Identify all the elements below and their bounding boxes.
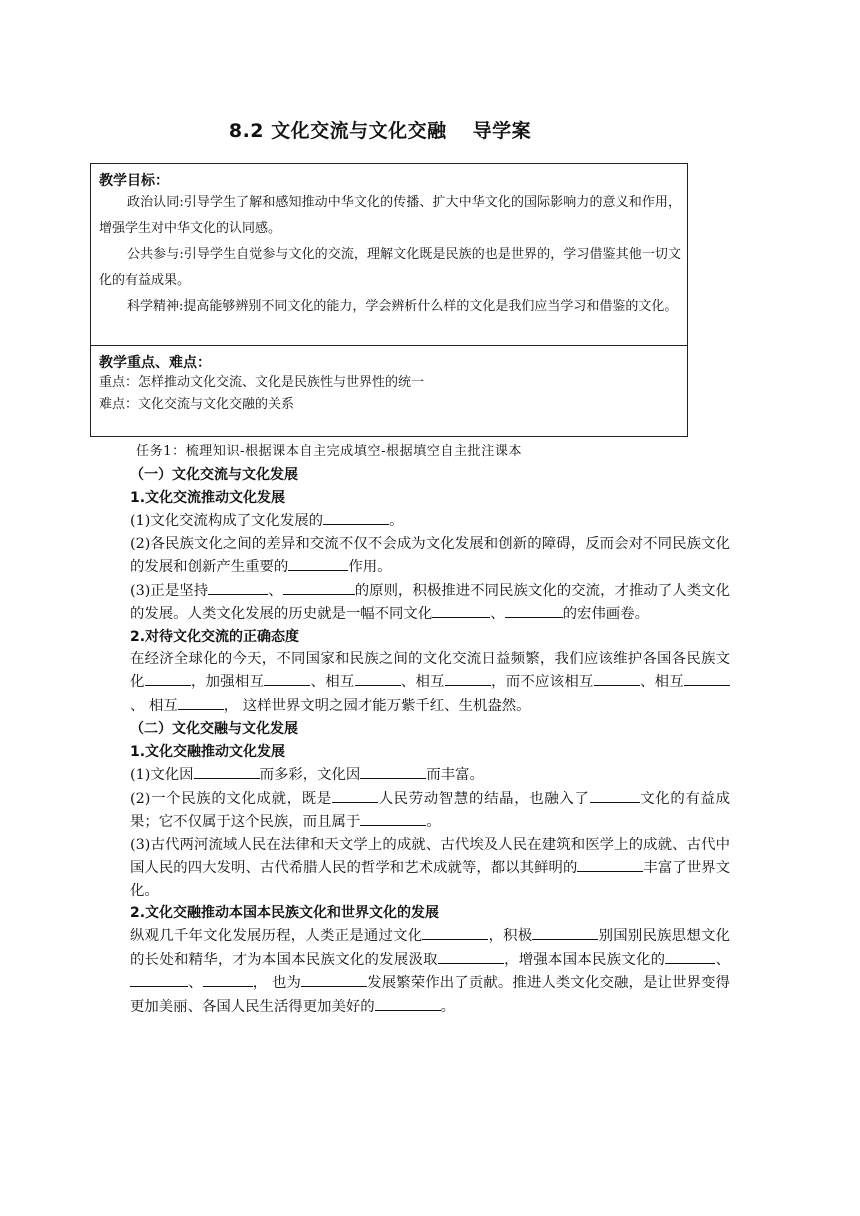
part1-s2-body: 在经济全球化的今天，不同国家和民族之间的文化交流日益频繁，我们应该维护各国各民族文化 ，加强相互 、相互 、相互 ，而不应该相互 、相互、 相互 ， 这样世界文明之园才能万紫千红、生机盎然。 <box>130 650 730 714</box>
fill-blank[interactable] <box>438 948 504 964</box>
fill-blank[interactable] <box>684 670 730 686</box>
part2-s2-body: 纵观几千年文化发展历程，人类正是通过文化 ，积极 别国别民族思想文化的长处和精华，才为本国本民族文化的发展汲取 ，增强本国本民族文化的 、、 ， 也为 发展繁荣作出了贡献。推进人类文化交融，是让世界变得更加美丽、各国人民生活得更加美好的 。 <box>130 924 730 1018</box>
fill-blank[interactable] <box>665 948 715 964</box>
part1-heading: （一）文化交流与文化发展 <box>130 467 298 483</box>
fill-blank[interactable] <box>264 670 310 686</box>
part2-s1-heading: 1.文化交融推动文化发展 <box>130 744 286 760</box>
fill-blank[interactable] <box>360 810 426 826</box>
fill-blank[interactable] <box>332 787 378 803</box>
part1-s1-item2: (2)各民族文化之间的差异和交流不仅不会成为文化发展和创新的障碍，反而会对不同民族文化的发展和创新产生重要的 作用。 <box>130 535 730 575</box>
part1-s1-item3: (3)正是坚持 、 的原则，积极推进不同民族文化的交流，才推动了人类文化的发展。人类文化发展的历史就是一幅不同文化 、 的宏伟画卷。 <box>130 579 730 626</box>
keypoints-box <box>90 345 688 437</box>
fill-blank[interactable] <box>301 971 367 987</box>
title-main: 8.2 文化交流与文化交融 <box>228 120 447 142</box>
part1-s1-item1: (1)文化交流构成了文化发展的 。 <box>130 509 730 533</box>
part2-s2-heading: 2.文化交融推动本国本民族文化和世界文化的发展 <box>130 905 440 921</box>
fill-blank[interactable] <box>594 670 640 686</box>
fill-blank[interactable] <box>194 763 260 779</box>
part2-heading: （二）文化交融与文化发展 <box>130 721 298 737</box>
fill-blank[interactable] <box>577 856 643 872</box>
part1-s2-heading: 2.对待文化交流的正确态度 <box>130 628 300 645</box>
keypoint-key: 重点：怎样推动文化交流、文化是民族性与世界性的统一 <box>99 375 425 390</box>
fill-blank[interactable] <box>505 602 563 618</box>
part1-s1-heading: 1.文化交流推动文化发展 <box>130 490 286 506</box>
objective-participation: 公共参与:引导学生自觉参与文化的交流，理解文化既是民族的也是世界的，学习借鉴其他一切文化的有益成果。 <box>99 247 681 288</box>
part2-s1-item1: (1)文化因 而多彩，文化因 而丰富。 <box>130 763 730 787</box>
objectives-box <box>90 163 688 346</box>
fill-blank[interactable] <box>532 924 598 940</box>
worksheet-content <box>130 441 730 1018</box>
fill-blank[interactable] <box>360 763 426 779</box>
title-suffix: 导学案 <box>472 120 532 142</box>
page-title <box>0 116 760 143</box>
fill-blank[interactable] <box>130 971 188 987</box>
keypoints-heading: 教学重点、难点： <box>99 355 211 371</box>
fill-blank[interactable] <box>355 670 401 686</box>
part2-s1-item2: (2)一个民族的文化成就，既是 人民劳动智慧的结晶，也融入了 文化的有益成果；它不仅属于这个民族，而且属于 。 <box>130 787 730 834</box>
task-instruction: 任务1：梳理知识-根据课本自主完成填空-根据填空自主批注课本 <box>136 444 523 459</box>
objective-science: 科学精神:提高能够辨别不同文化的能力，学会辨析什么样的文化是我们应当学习和借鉴的文化。 <box>127 299 678 314</box>
fill-blank[interactable] <box>375 995 441 1011</box>
fill-blank[interactable] <box>445 670 491 686</box>
fill-blank[interactable] <box>208 579 268 595</box>
objective-political: 政治认同:引导学生了解和感知推动中华文化的传播、扩大中华文化的国际影响力的意义和作用，增强学生对中华文化的认同感。 <box>99 195 681 236</box>
fill-blank[interactable] <box>178 694 224 710</box>
fill-blank[interactable] <box>203 971 253 987</box>
fill-blank[interactable] <box>323 509 389 525</box>
part2-s1-item3: (3)古代两河流域人民在法律和天文学上的成就、古代埃及人民在建筑和医学上的成就、古代中国人民的四大发明、古代希腊人民的哲学和艺术成就等，都以其鲜明的 丰富了世界文化。 <box>130 836 730 899</box>
objectives-heading: 教学目标： <box>99 173 169 189</box>
fill-blank[interactable] <box>422 924 488 940</box>
fill-blank[interactable] <box>590 787 640 803</box>
keypoint-difficult: 难点：文化交流与文化交融的关系 <box>99 397 295 412</box>
fill-blank[interactable] <box>288 555 348 571</box>
fill-blank[interactable] <box>145 670 191 686</box>
fill-blank[interactable] <box>432 602 490 618</box>
fill-blank[interactable] <box>283 579 355 595</box>
